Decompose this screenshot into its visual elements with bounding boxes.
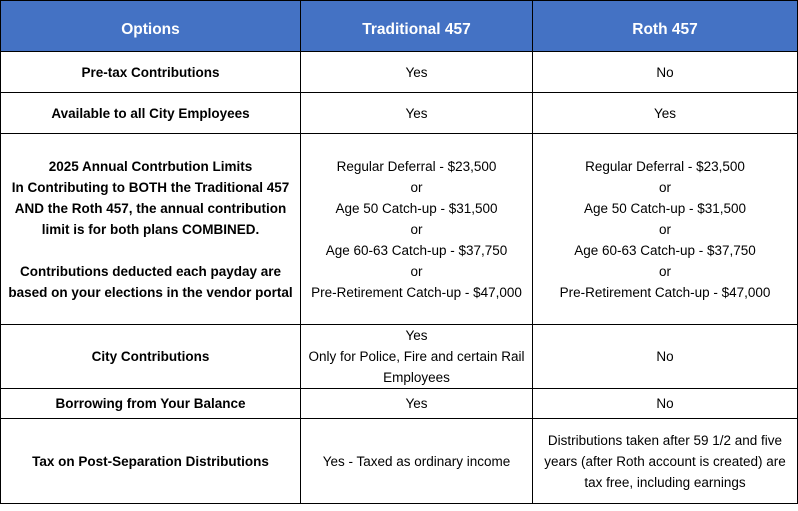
- table-row: [1, 134, 798, 325]
- limit-or: or: [410, 179, 423, 195]
- city-contrib-note: Only for Police, Fire and certain Rail Employees: [308, 349, 525, 385]
- city-contrib-yes: Yes: [405, 328, 428, 343]
- limit-pre-retirement-catchup: Pre-Retirement Catch-up - $47,000: [311, 284, 522, 300]
- header-options: Options: [1, 1, 301, 52]
- limits-title: 2025 Annual Contrbution Limits: [48, 158, 253, 174]
- cell-roth: No: [533, 389, 798, 419]
- table-row: [1, 389, 798, 419]
- limit-or: or: [658, 263, 671, 279]
- limit-or: or: [658, 179, 671, 195]
- row-label-pretax: Pre-tax Contributions: [1, 52, 301, 93]
- limit-or: or: [658, 221, 671, 237]
- row-label-city-contributions: City Contributions: [1, 325, 301, 389]
- limit-age-50-catchup: Age 50 Catch-up - $31,500: [583, 200, 747, 216]
- cell-traditional: Yes: [301, 52, 533, 93]
- cell-traditional: [301, 134, 533, 325]
- cell-roth: [533, 134, 798, 325]
- limit-pre-retirement-catchup: Pre-Retirement Catch-up - $47,000: [559, 284, 771, 300]
- row-label-availability: Available to all City Employees: [1, 93, 301, 134]
- spacer: [5, 240, 296, 261]
- limits-combined-note: In Contributing to BOTH the Traditional 457 AND the Roth 457, the annual contribution limit is for both plans COMBINED.: [11, 179, 290, 237]
- limit-age-60-63-catchup: Age 60-63 Catch-up - $37,750: [325, 242, 508, 258]
- cell-roth: Yes: [533, 93, 798, 134]
- cell-traditional: [301, 325, 533, 389]
- table-row: [1, 419, 798, 504]
- table-row: [1, 52, 798, 93]
- header-traditional-457: Traditional 457: [301, 1, 533, 52]
- limit-regular-deferral: Regular Deferral - $23,500: [585, 158, 745, 174]
- row-label-contribution-limits: [1, 134, 301, 325]
- row-label-tax-distributions: Tax on Post-Separation Distributions: [1, 419, 301, 504]
- limit-or: or: [410, 221, 423, 237]
- cell-roth: No: [533, 52, 798, 93]
- limit-regular-deferral: Regular Deferral - $23,500: [336, 158, 497, 174]
- cell-traditional: Yes - Taxed as ordinary income: [301, 419, 533, 504]
- table-row: [1, 325, 798, 389]
- row-label-borrowing: Borrowing from Your Balance: [1, 389, 301, 419]
- limit-age-60-63-catchup: Age 60-63 Catch-up - $37,750: [574, 242, 756, 258]
- cell-roth: Distributions taken after 59 1/2 and five years (after Roth account is created) are tax free, including earnings: [533, 419, 798, 504]
- cell-traditional: Yes: [301, 389, 533, 419]
- cell-roth: No: [533, 325, 798, 389]
- cell-traditional: Yes: [301, 93, 533, 134]
- header-row: [1, 1, 798, 52]
- table-row: [1, 93, 798, 134]
- limits-payday-note: Contributions deducted each payday are based on your elections in the vendor portal: [8, 263, 293, 300]
- limit-age-50-catchup: Age 50 Catch-up - $31,500: [335, 200, 498, 216]
- header-roth-457: Roth 457: [533, 1, 798, 52]
- limit-or: or: [410, 263, 423, 279]
